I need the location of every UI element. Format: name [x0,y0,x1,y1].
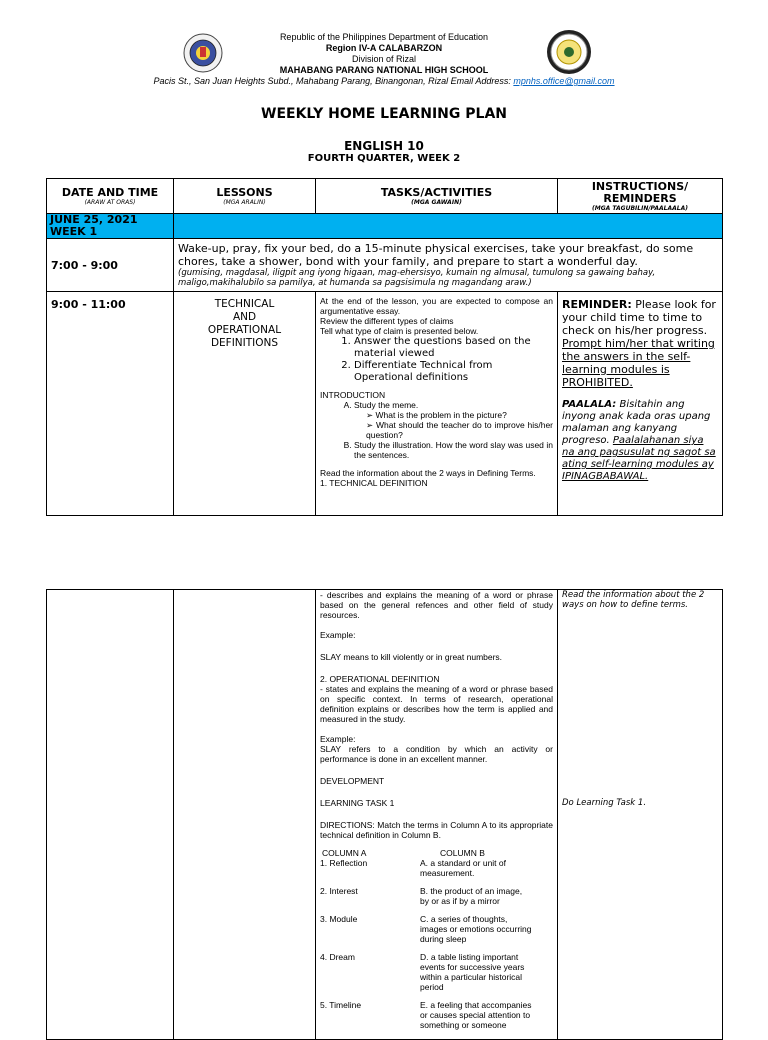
date-bar-fill [174,214,723,239]
column-b-definition: A. a standard or unit of measurement. [420,858,506,878]
intro-item-b: B. Study the illustration. How the word slay was used in the sentences. [354,440,553,460]
intro-subitem-1 [366,410,553,420]
row1-activities-text: Wake-up, pray, fix your bed, do a 15-minute physical exercises, take your breakfast, do some chores, take a shower, bond with your family, and prepare to start a wonderful day. [178,242,694,268]
header-lessons-sub: (MGA ARALIN) [223,198,266,206]
matching-columns [320,848,553,1030]
column-a-heading: COLUMN A [322,848,367,858]
intro-list [320,400,553,460]
lesson-title [174,298,315,350]
task-intro: At the end of the lesson, you are expected to compose an argumentative essay. [320,296,553,316]
column-a-term: 4. Dream [320,952,355,962]
cont-tasks-cell [316,590,558,1040]
operational-heading: 2. OPERATIONAL DEFINITION [320,674,440,684]
reminder-english [562,298,718,389]
header-line-3: Division of Rizal [351,54,417,64]
intro-sublist [354,410,553,440]
row1-time [47,239,174,292]
column-a-term: 3. Module [320,914,358,924]
date-bar-date: JUNE 25, 2021 [50,213,138,226]
cont-time-cell [47,590,174,1040]
column-b-definition: B. the product of an image, by or as if by a mirror [420,886,523,906]
tech-def-description: - describes and explains the meaning of a word or phrase based on the general refences and other field of study resources. [320,590,553,620]
operational-description: - states and explains the meaning of a word or phrase based on specific context. In terms of research, operational definition explains or describes how the term is applied and measured in the study. [320,684,553,724]
task-tell: Tell what type of claim is presented below. [320,326,479,336]
subject-title: ENGLISH 10 [344,139,424,153]
header-line-4: MAHABANG PARANG NATIONAL HIGH SCHOOL [279,65,489,75]
date-bar-cell [47,214,174,239]
header-address [0,76,768,87]
directions-text: DIRECTIONS: Match the terms in Column A to its appropriate technical definition in Column B. [320,820,553,840]
date-bar-week: WEEK 1 [50,225,98,238]
learning-plan-table-continued [46,589,723,1040]
matching-row [320,952,553,992]
header-line-1: Republic of the Philippines Department of Education [279,32,489,42]
matching-header-row [320,848,553,858]
header-date-time-label: DATE AND TIME [61,185,159,199]
column-a-term: 5. Timeline [320,1000,362,1010]
column-b-definition: E. a feeling that accompanies or causes special attention to something or someone [420,1000,532,1030]
header-lessons-label: LESSONS [216,185,273,199]
matching-row [320,886,553,906]
intro-subitem-1-text: What is the problem in the picture? [375,410,507,420]
page-title: WEEKLY HOME LEARNING PLAN [261,106,507,122]
example-1-label: Example: [320,630,356,640]
cont-reminders-cell [558,590,723,1040]
column-a-term: 2. Interest [320,886,358,896]
intro-subitem-2 [366,420,553,440]
reminder-text: Please look for your child time to time to check on his/her progress. [562,298,716,337]
column-b-definition: C. a series of thoughts, images or emotions occurring during sleep [420,914,532,944]
header-instructions-label-1: INSTRUCTIONS/ [591,179,689,193]
intro-subitem-2-text: What should the teacher do to improve his/her question? [366,420,554,440]
reminder-do-task: Do Learning Task 1. [562,798,647,808]
header-tasks-sub: (MGA GAWAIN) [411,198,462,206]
intro-item-a-text: Study the meme. [354,400,419,410]
development-heading: DEVELOPMENT [320,776,385,786]
header-lessons [174,179,316,214]
technical-definition-heading: 1. TECHNICAL DEFINITION [320,478,428,488]
header-date-time [47,179,174,214]
lesson-title-line-4: DEFINITIONS [210,337,279,349]
column-a-term: 1. Reflection [320,858,368,868]
column-b-heading: COLUMN B [440,848,485,858]
reminder-read-info: Read the information about the 2 ways on how to define terms. [562,590,705,610]
address-text: Pacis St., San Juan Heights Subd., Mahabang Parang, Binangonan, Rizal Email Address: [153,76,511,86]
matching-row [320,914,553,944]
header-instructions [558,179,723,214]
row1-activities-filipino: (gumising, magdasal, iligpit ang iyong higaan, mag-ehersisyo, kumain ng almusal, tumulong sa gawaing bahay, maligo,makihalubilo sa pamilya, at humanda sa pagsisimula ng magandang araw.) [178,268,656,288]
reminder-filipino [562,399,718,483]
lesson-title-line-3: OPERATIONAL [207,324,282,336]
header-instructions-sub: (MGA TAGUBILIN/PAALAALA) [592,204,688,212]
header-tasks [316,179,558,214]
email-link[interactable]: mpnhs.office@gmail.com [513,76,615,86]
header-date-time-sub: (ARAW AT ORAS) [84,198,136,206]
paalala-label: PAALALA: [562,399,617,410]
header-line-2: Region IV-A CALABARZON [325,43,443,53]
lesson-title-line-2: AND [232,311,257,323]
reminder-label: REMINDER: [562,298,632,311]
matching-row [320,858,553,878]
column-b-definition: D. a table listing important events for successive years within a particular historical period [420,952,525,992]
row2-time-label: 9:00 - 11:00 [51,298,126,311]
arrow-bullet-icon: ➢ [366,420,376,430]
intro-heading: INTRODUCTION [320,390,386,400]
objective-2: 2. Differentiate Technical from Operational definitions [354,360,553,384]
matching-row [320,1000,553,1030]
row1-activities [174,239,723,292]
lesson-title-line-1: TECHNICAL [214,298,275,310]
header-tasks-label: TASKS/ACTIVITIES [380,185,493,199]
learning-plan-table [46,178,723,516]
quarter-title: FOURTH QUARTER, WEEK 2 [307,153,461,164]
reminder-underlined: Prompt him/her that writing the answers in the self-learning modules is PROHIBITED. [562,337,715,389]
objective-1: 1. Answer the questions based on the material viewed [354,336,553,360]
school-header [0,32,768,87]
cont-lesson-cell [174,590,316,1040]
paalala-text: Bisitahin ang inyong anak kada oras upang malaman ang kanyang progreso. [562,399,711,446]
task-review: Review the different types of claims [320,316,454,326]
header-instructions-label-2: REMINDERS [603,191,677,205]
example-2-label: Example: [320,734,356,744]
arrow-bullet-icon: ➢ [366,410,376,420]
matching-rows [320,858,553,1030]
learning-task-1-heading: LEARNING TASK 1 [320,798,395,808]
row2-reminders [558,292,723,516]
row2-time [47,292,174,516]
row2-lesson [174,292,316,516]
intro-item-a [354,400,553,440]
read-info: Read the information about the 2 ways in Defining Terms. [320,468,536,478]
example-1-text: SLAY means to kill violently or in great numbers. [320,652,503,662]
objectives-list [320,336,553,384]
row1-time-label: 7:00 - 9:00 [51,258,118,272]
example-2-text: SLAY refers to a condition by which an activity or performance is done in an excellent manner. [320,744,553,764]
row2-tasks [316,292,558,516]
paalala-underlined: Paalalahanan siya na ang pagsusulat ng sagot sa ating self-learning modules ay IPINAGBABAWAL. [562,435,716,482]
